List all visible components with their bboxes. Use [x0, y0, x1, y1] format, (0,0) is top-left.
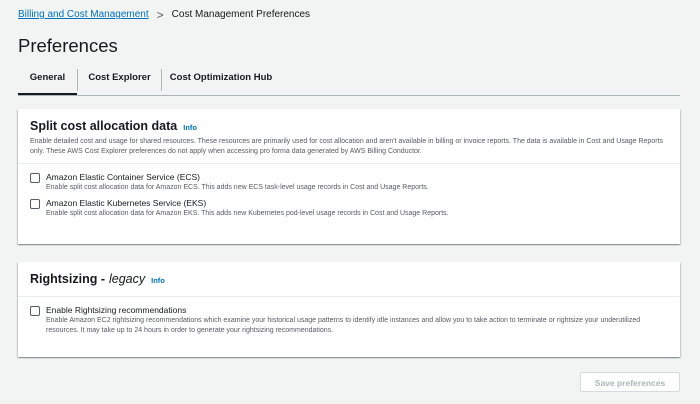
tab-bar	[18, 66, 680, 96]
panel-header	[18, 109, 680, 164]
ecs-checkbox[interactable]	[30, 173, 40, 183]
tab-general-label: General	[29, 72, 66, 83]
panel-title	[30, 119, 668, 133]
page-title: Preferences	[18, 35, 118, 56]
rightsizing-option-description: Enable Amazon EC2 rightsizing recommendations which examine your historical usage patterns to identify idle instances and allow you to take action to terminate or rightsize your underutilized resources. It may take up to 24 hours in order to generate your rightsizing recommendations.	[46, 317, 641, 334]
rightsizing-checkbox-label[interactable]: Enable Rightsizing recommendations	[46, 305, 187, 315]
rightsizing-panel	[18, 262, 680, 357]
rightsizing-checkbox[interactable]	[30, 306, 40, 316]
panel-body	[18, 164, 680, 232]
tab-cost-optimization-hub[interactable]	[162, 66, 280, 94]
save-preferences-button[interactable]: Save preferences	[580, 372, 680, 392]
eks-option-description: Enable split cost allocation data for Amazon EKS. This adds new Kubernetes pod-level usage records in Cost and Usage Reports.	[46, 210, 449, 217]
rightsizing-title: Rightsizing -	[30, 272, 105, 286]
panel-body	[18, 297, 680, 349]
eks-checkbox-label[interactable]: Amazon Elastic Kubernetes Service (EKS)	[46, 198, 207, 208]
split-cost-allocation-description: Enable detailed cost and usage for shared resources. These resources are primarily used for cost allocation and aren't available in billing or invoice reports. The data is available in Cost and Usage Reports only. These AWS Cost Explorer preferences do not apply when accessing pro forma data generated by AWS Billing Conductor.	[30, 138, 663, 155]
eks-option	[30, 198, 668, 219]
panel-title	[30, 272, 668, 286]
tab-cost-explorer[interactable]	[78, 66, 161, 94]
ecs-option	[30, 172, 668, 193]
tab-general[interactable]	[18, 66, 77, 95]
breadcrumb-current: Cost Management Preferences	[171, 9, 311, 20]
breadcrumb-billing-link[interactable]: Billing and Cost Management	[18, 9, 149, 20]
rightsizing-option	[30, 305, 668, 336]
info-link[interactable]: Info	[183, 123, 197, 132]
breadcrumb	[18, 9, 310, 20]
split-cost-allocation-title: Split cost allocation data	[30, 119, 178, 133]
ecs-option-description: Enable split cost allocation data for Amazon ECS. This adds new ECS task-level usage records in Cost and Usage Reports.	[46, 184, 429, 191]
ecs-checkbox-label[interactable]: Amazon Elastic Container Service (ECS)	[46, 172, 201, 182]
split-cost-allocation-panel	[18, 109, 680, 244]
tab-cost-explorer-label: Cost Explorer	[88, 72, 151, 83]
eks-checkbox[interactable]	[30, 199, 40, 209]
chevron-right-icon: >	[156, 7, 164, 22]
info-link[interactable]: Info	[151, 276, 165, 285]
rightsizing-title-legacy: legacy	[109, 272, 146, 286]
panel-header	[18, 262, 680, 297]
tab-cost-optimization-hub-label: Cost Optimization Hub	[169, 72, 273, 83]
